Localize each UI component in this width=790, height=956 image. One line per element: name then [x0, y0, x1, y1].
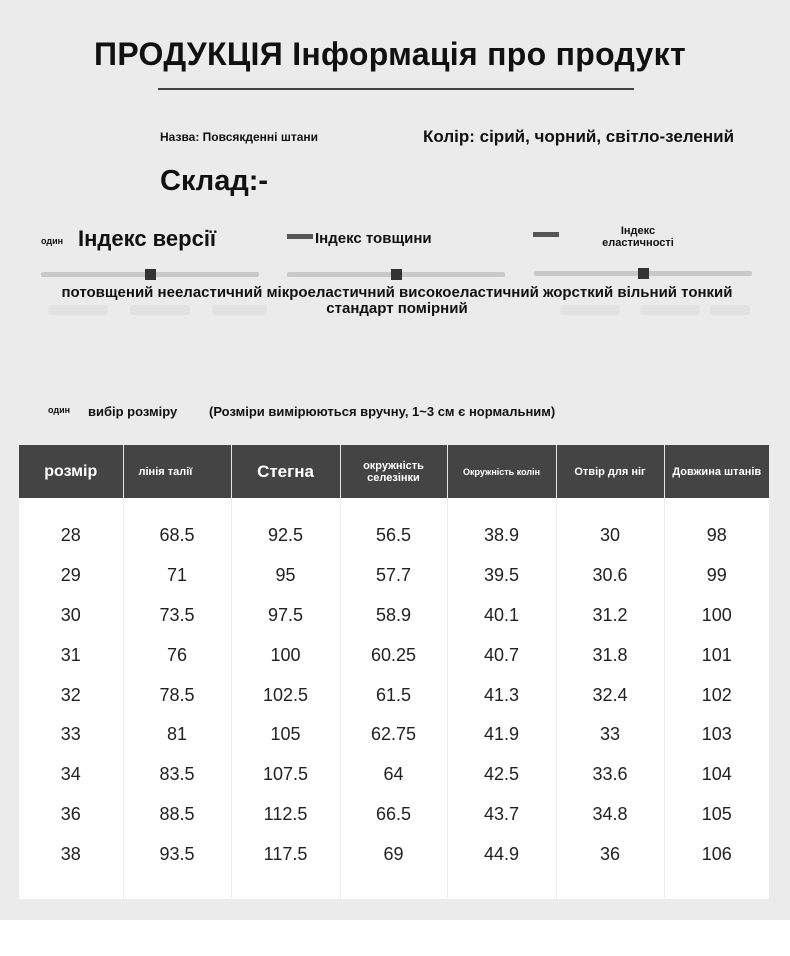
cell-size: 28	[19, 498, 123, 556]
cell-size: 34	[19, 755, 123, 795]
cell-waist: 88.5	[123, 795, 231, 835]
ghost-bar	[640, 305, 700, 315]
cell-pants-length: 101	[701, 644, 732, 665]
table-row	[19, 715, 769, 755]
table-row	[19, 675, 769, 715]
cell-knee-circumference: 42.5	[447, 755, 556, 795]
composition-label: Склад:-	[160, 165, 269, 197]
elasticity-index-knob	[638, 268, 649, 279]
ghost-bar	[130, 305, 190, 315]
spacer-cell	[447, 874, 556, 899]
thickness-swatch	[287, 234, 313, 239]
cell-size: 30	[19, 596, 123, 636]
header-hips: Стегна	[231, 445, 340, 498]
table-row	[19, 498, 769, 556]
header-spleen-circumference: окружність селезінки	[340, 445, 447, 498]
spacer-cell	[556, 874, 664, 899]
ghost-bar	[560, 305, 620, 315]
cell-spleen-circumference: 57.7	[340, 556, 447, 596]
cell-waist: 83.5	[123, 755, 231, 795]
header-pants-length: Довжина штанів	[664, 445, 769, 498]
cell-spleen-circumference: 58.9	[340, 596, 447, 636]
elasticity-index-label: Індекс еластичності	[602, 225, 674, 249]
cell-spleen-circumference: 56.5	[340, 498, 447, 556]
cell-size: 31	[19, 635, 123, 675]
table-row	[19, 635, 769, 675]
product-name	[160, 130, 318, 144]
cell-waist: 73.5	[123, 596, 231, 636]
cell-waist: 68.5	[123, 498, 231, 556]
cell-size: 33	[19, 715, 123, 755]
thickness-index-label: Індекс товщини	[315, 230, 432, 247]
product-name-label: Назва: Повсякденні штани	[160, 130, 319, 144]
table-row	[19, 596, 769, 636]
spacer-cell	[19, 874, 123, 899]
cell-hips: 107.5	[231, 755, 340, 795]
ghost-bar	[710, 305, 750, 315]
size-section-label: вибір розміру	[88, 404, 178, 419]
spacer-cell	[123, 874, 231, 899]
table-row	[19, 795, 769, 835]
cell-hips: 112.5	[231, 795, 340, 835]
product-color-label: Колір: сірий, чорний, світло-зелений	[423, 127, 735, 146]
ghost-bar	[212, 305, 267, 315]
cell-pants-length: 99	[706, 565, 727, 586]
cell-spleen-circumference: 62.75	[340, 715, 447, 755]
cell-size: 38	[19, 834, 123, 874]
cell-size: 32	[19, 675, 123, 715]
table-row	[19, 556, 769, 596]
cell-leg-opening: 30	[556, 498, 664, 556]
cell-spleen-circumference: 66.5	[340, 795, 447, 835]
cell-knee-circumference: 43.7	[447, 795, 556, 835]
size-section-note: (Розміри вимірюються вручну, 1~3 см є нормальним)	[209, 404, 556, 419]
cell-leg-opening: 32.4	[556, 675, 664, 715]
cell-spleen-circumference: 60.25	[340, 635, 447, 675]
cell-hips: 92.5	[231, 498, 340, 556]
thickness-index-knob	[391, 269, 402, 280]
title-divider	[158, 88, 634, 90]
cell-pants-length: 106	[701, 843, 732, 864]
cell-waist: 71	[123, 556, 231, 596]
cell-leg-opening: 34.8	[556, 795, 664, 835]
cell-waist: 81	[123, 715, 231, 755]
index-scale-text: потовщений нееластичний мікроеластичний високоеластичний жорсткий вільний тонкий стандарт помірний	[61, 284, 733, 317]
elasticity-swatch	[533, 232, 559, 237]
product-color	[423, 127, 734, 147]
spacer-cell	[231, 874, 340, 899]
cell-waist: 78.5	[123, 675, 231, 715]
spacer-cell	[340, 874, 447, 899]
cell-spleen-circumference: 69	[340, 834, 447, 874]
cell-leg-opening: 36	[556, 834, 664, 874]
table-row	[19, 834, 769, 874]
cell-hips: 95	[231, 556, 340, 596]
size-table-body	[19, 498, 769, 899]
page-title: ПРОДУКЦІЯ Інформація про продукт	[94, 36, 686, 72]
cell-hips: 105	[231, 715, 340, 755]
elasticity-index-slider	[534, 271, 752, 276]
cell-leg-opening: 31.2	[556, 596, 664, 636]
size-table	[19, 445, 769, 899]
version-index-slider	[41, 272, 259, 277]
cell-waist: 76	[123, 635, 231, 675]
header-size: розмір	[19, 445, 123, 498]
cell-knee-circumference: 41.3	[447, 675, 556, 715]
product-composition	[160, 163, 268, 198]
header-knee-circumference: Окружність колін	[447, 445, 556, 498]
ghost-bar	[48, 305, 108, 315]
cell-leg-opening: 33	[556, 715, 664, 755]
cell-pants-length: 104	[701, 764, 732, 785]
cell-spleen-circumference: 61.5	[340, 675, 447, 715]
cell-pants-length: 105	[701, 803, 732, 824]
cell-size: 29	[19, 556, 123, 596]
spacer-cell	[664, 874, 769, 899]
cell-knee-circumference: 41.9	[447, 715, 556, 755]
cell-pants-length: 98	[706, 525, 727, 546]
header-leg-opening: Отвір для ніг	[556, 445, 664, 498]
thickness-index-slider	[287, 272, 505, 277]
cell-hips: 100	[231, 635, 340, 675]
table-row	[19, 755, 769, 795]
cell-leg-opening: 31.8	[556, 635, 664, 675]
header-waist: лінія талії	[123, 445, 231, 498]
cell-hips: 97.5	[231, 596, 340, 636]
cell-pants-length: 102	[701, 684, 732, 705]
cell-hips: 102.5	[231, 675, 340, 715]
cell-leg-opening: 30.6	[556, 556, 664, 596]
version-index-prefix: один	[41, 236, 64, 246]
cell-spleen-circumference: 64	[340, 755, 447, 795]
version-index-label: Індекс версії	[78, 226, 217, 251]
cell-knee-circumference: 38.9	[447, 498, 556, 556]
cell-waist: 93.5	[123, 834, 231, 874]
cell-knee-circumference: 40.7	[447, 635, 556, 675]
cell-leg-opening: 33.6	[556, 755, 664, 795]
cell-knee-circumference: 40.1	[447, 596, 556, 636]
cell-pants-length: 103	[701, 724, 732, 745]
cell-size: 36	[19, 795, 123, 835]
cell-pants-length: 100	[701, 604, 732, 625]
cell-knee-circumference: 44.9	[447, 834, 556, 874]
table-bottom-spacer	[19, 874, 769, 899]
size-section-prefix: один	[48, 405, 71, 415]
size-table-header	[19, 445, 769, 498]
cell-hips: 117.5	[231, 834, 340, 874]
cell-knee-circumference: 39.5	[447, 556, 556, 596]
version-index-knob	[145, 269, 156, 280]
